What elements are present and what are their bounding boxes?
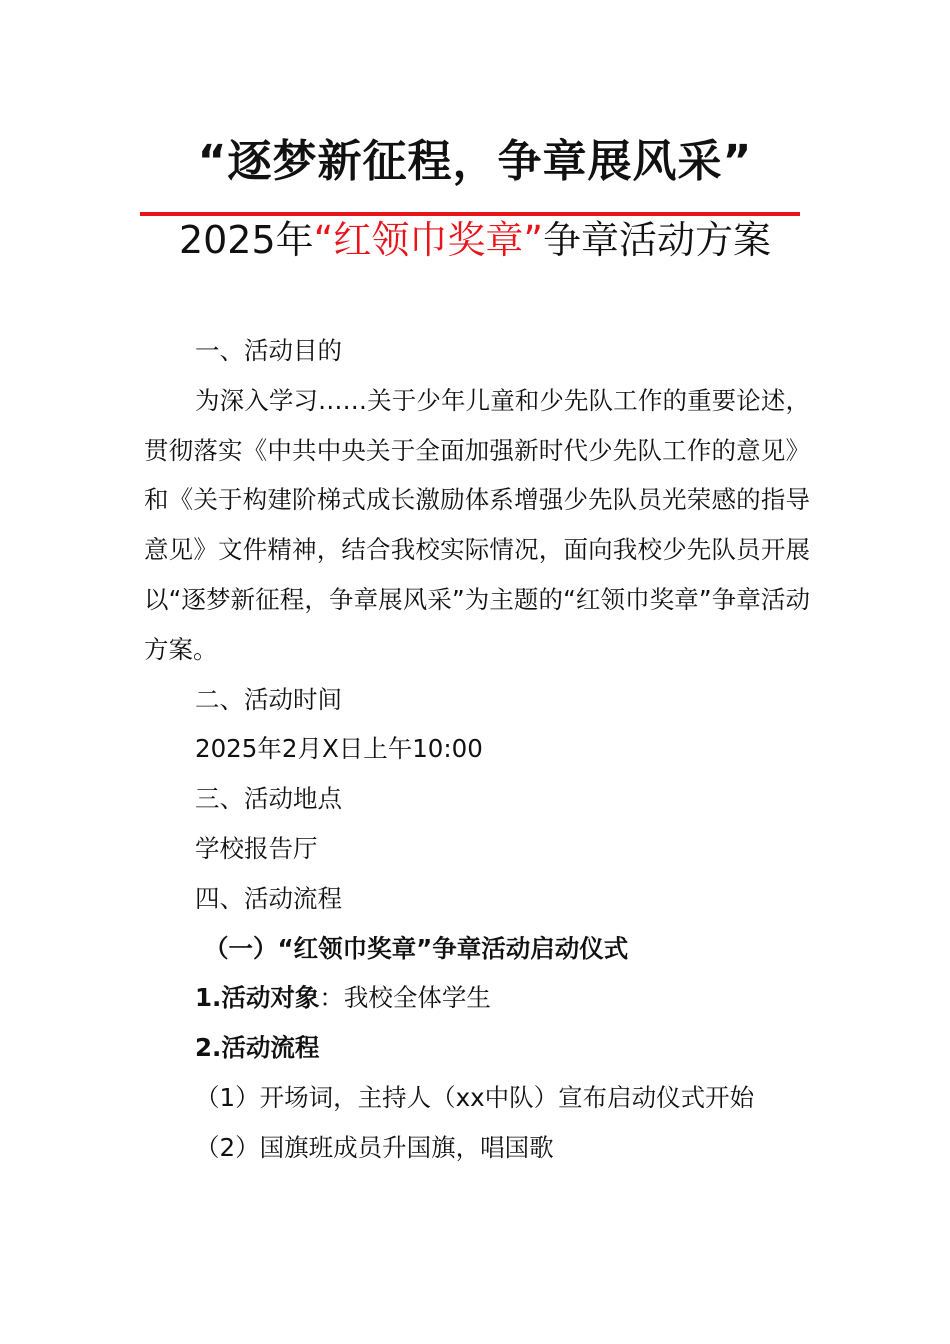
item-target-label: 1.活动对象 — [195, 983, 320, 1013]
item-process-label: 2.活动流程 — [195, 1033, 320, 1063]
subtitle-suffix: 争章活动方案 — [543, 218, 772, 262]
section-heading-process: 四、活动流程 — [195, 883, 342, 913]
section-body-purpose: 为深入学习……关于少年儿童和少先队工作的重要论述，贯彻落实《中共中央关于全面加强新时代少先队工作的意见》和《关于构建阶梯式成长激励体系增强少先队员光荣感的指导意见》文件精神，结合我校实际情况，面向我校少先队员开展以“逐梦新征程，争章展风采”为主题的“红领巾奖章”争章活动方案。 — [144, 385, 810, 664]
section-body-location: 学校报告厅 — [195, 833, 318, 863]
process-step-1: （1）开场词，主持人（xx中队）宣布启动仪式开始 — [195, 1082, 755, 1112]
subtitle-highlight: “红领巾奖章” — [313, 218, 544, 262]
section-body-time: 2025年2月X日上午10:00 — [195, 734, 483, 764]
document-subtitle — [0, 212, 950, 268]
section-heading-time: 二、活动时间 — [195, 684, 342, 714]
subtitle-prefix: 2025年 — [178, 218, 314, 262]
section-heading-location: 三、活动地点 — [195, 784, 342, 814]
section-heading-purpose: 一、活动目的 — [195, 336, 342, 365]
item-target-audience — [144, 973, 810, 1023]
document-body — [144, 326, 810, 1173]
process-step-2: （2）国旗班成员升国旗，唱国歌 — [195, 1132, 554, 1162]
document-title: “逐梦新征程，争章展风采” — [197, 136, 753, 187]
subsection-heading-launch: （一）“红领巾奖章”争章活动启动仪式 — [204, 933, 629, 963]
item-target-value: ：我校全体学生 — [319, 983, 491, 1013]
